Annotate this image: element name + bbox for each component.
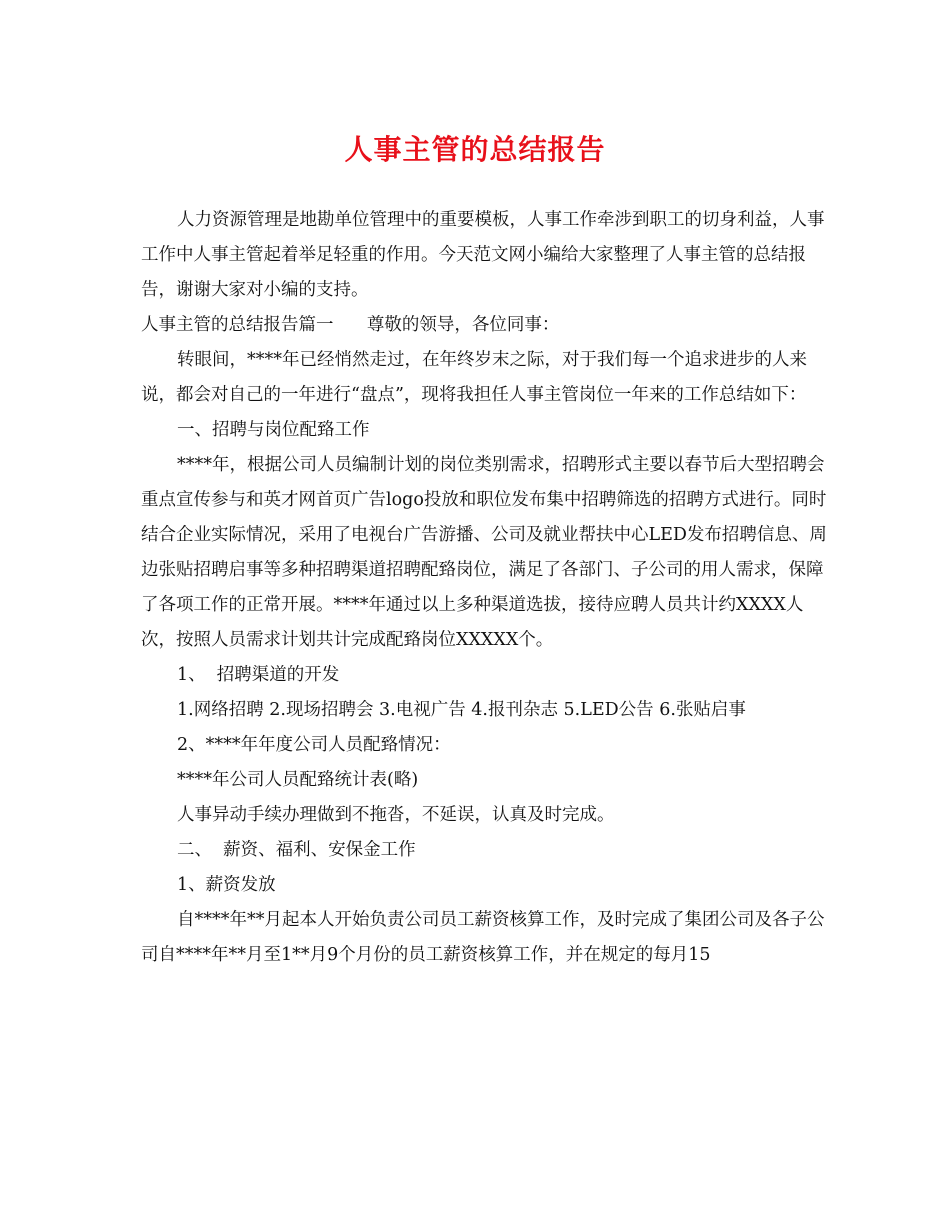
document-body bbox=[141, 203, 831, 973]
paragraph-staffing-table: ****年公司人员配臵统计表(略) bbox=[177, 770, 419, 790]
paragraph-section-heading: 人事主管的总结报告篇一 尊敬的领导，各位同事： bbox=[141, 315, 560, 335]
paragraph-intro: 人力资源管理是地勘单位管理中的重要模板，人事工作牵涉到职工的切身利益，人事工作中人事主管起着举足轻重的作用。今天范文网小编给大家整理了人事主管的总结报告，谢谢大家对小编的支持。 bbox=[141, 210, 825, 300]
heading-recruitment: 一、招聘与岗位配臵工作 bbox=[177, 420, 370, 440]
heading-salary-welfare: 二、 薪资、福利、安保金工作 bbox=[177, 840, 416, 860]
heading-salary-payment: 1、薪资发放 bbox=[177, 875, 276, 895]
paragraph-salary: 自****年**月起本人开始负责公司员工薪资核算工作，及时完成了集团公司及各子公司自****年**月至1**月9个月份的员工薪资核算工作，并在规定的每月15 bbox=[141, 910, 825, 965]
heading-staffing: 2、****年年度公司人员配臵情况： bbox=[177, 735, 451, 755]
heading-channels: 1、 招聘渠道的开发 bbox=[177, 665, 340, 685]
paragraph-transfers: 人事异动手续办理做到不拖沓，不延误，认真及时完成。 bbox=[177, 805, 615, 825]
paragraph-recruitment: ****年，根据公司人员编制计划的岗位类别需求，招聘形式主要以春节后大型招聘会重点宣传参与和英才网首页广告logo投放和职位发布集中招聘筛选的招聘方式进行。同时结合企业实际情况，采用了电视台广告游播、公司及就业帮扶中心LED发布招聘信息、周边张贴招聘启事等多种招聘渠道招聘配臵岗位，满足了各部门、子公司的用人需求，保障了各项工作的正常开展。****年通过以上多种渠道选拔，接待应聘人员共计约XXXX人次，按照人员需求计划共计完成配臵岗位XXXXX个。 bbox=[141, 455, 827, 650]
paragraph-opening: 转眼间，****年已经悄然走过，在年终岁末之际，对于我们每一个追求进步的人来说，都会对自己的一年进行“盘点”，现将我担任人事主管岗位一年来的工作总结如下： bbox=[141, 350, 807, 405]
paragraph-channel-list: 1.网络招聘 2.现场招聘会 3.电视广告 4.报刊杂志 5.LED公告 6.张贴启事 bbox=[177, 700, 746, 720]
document-title: 人事主管的总结报告 bbox=[344, 133, 606, 166]
